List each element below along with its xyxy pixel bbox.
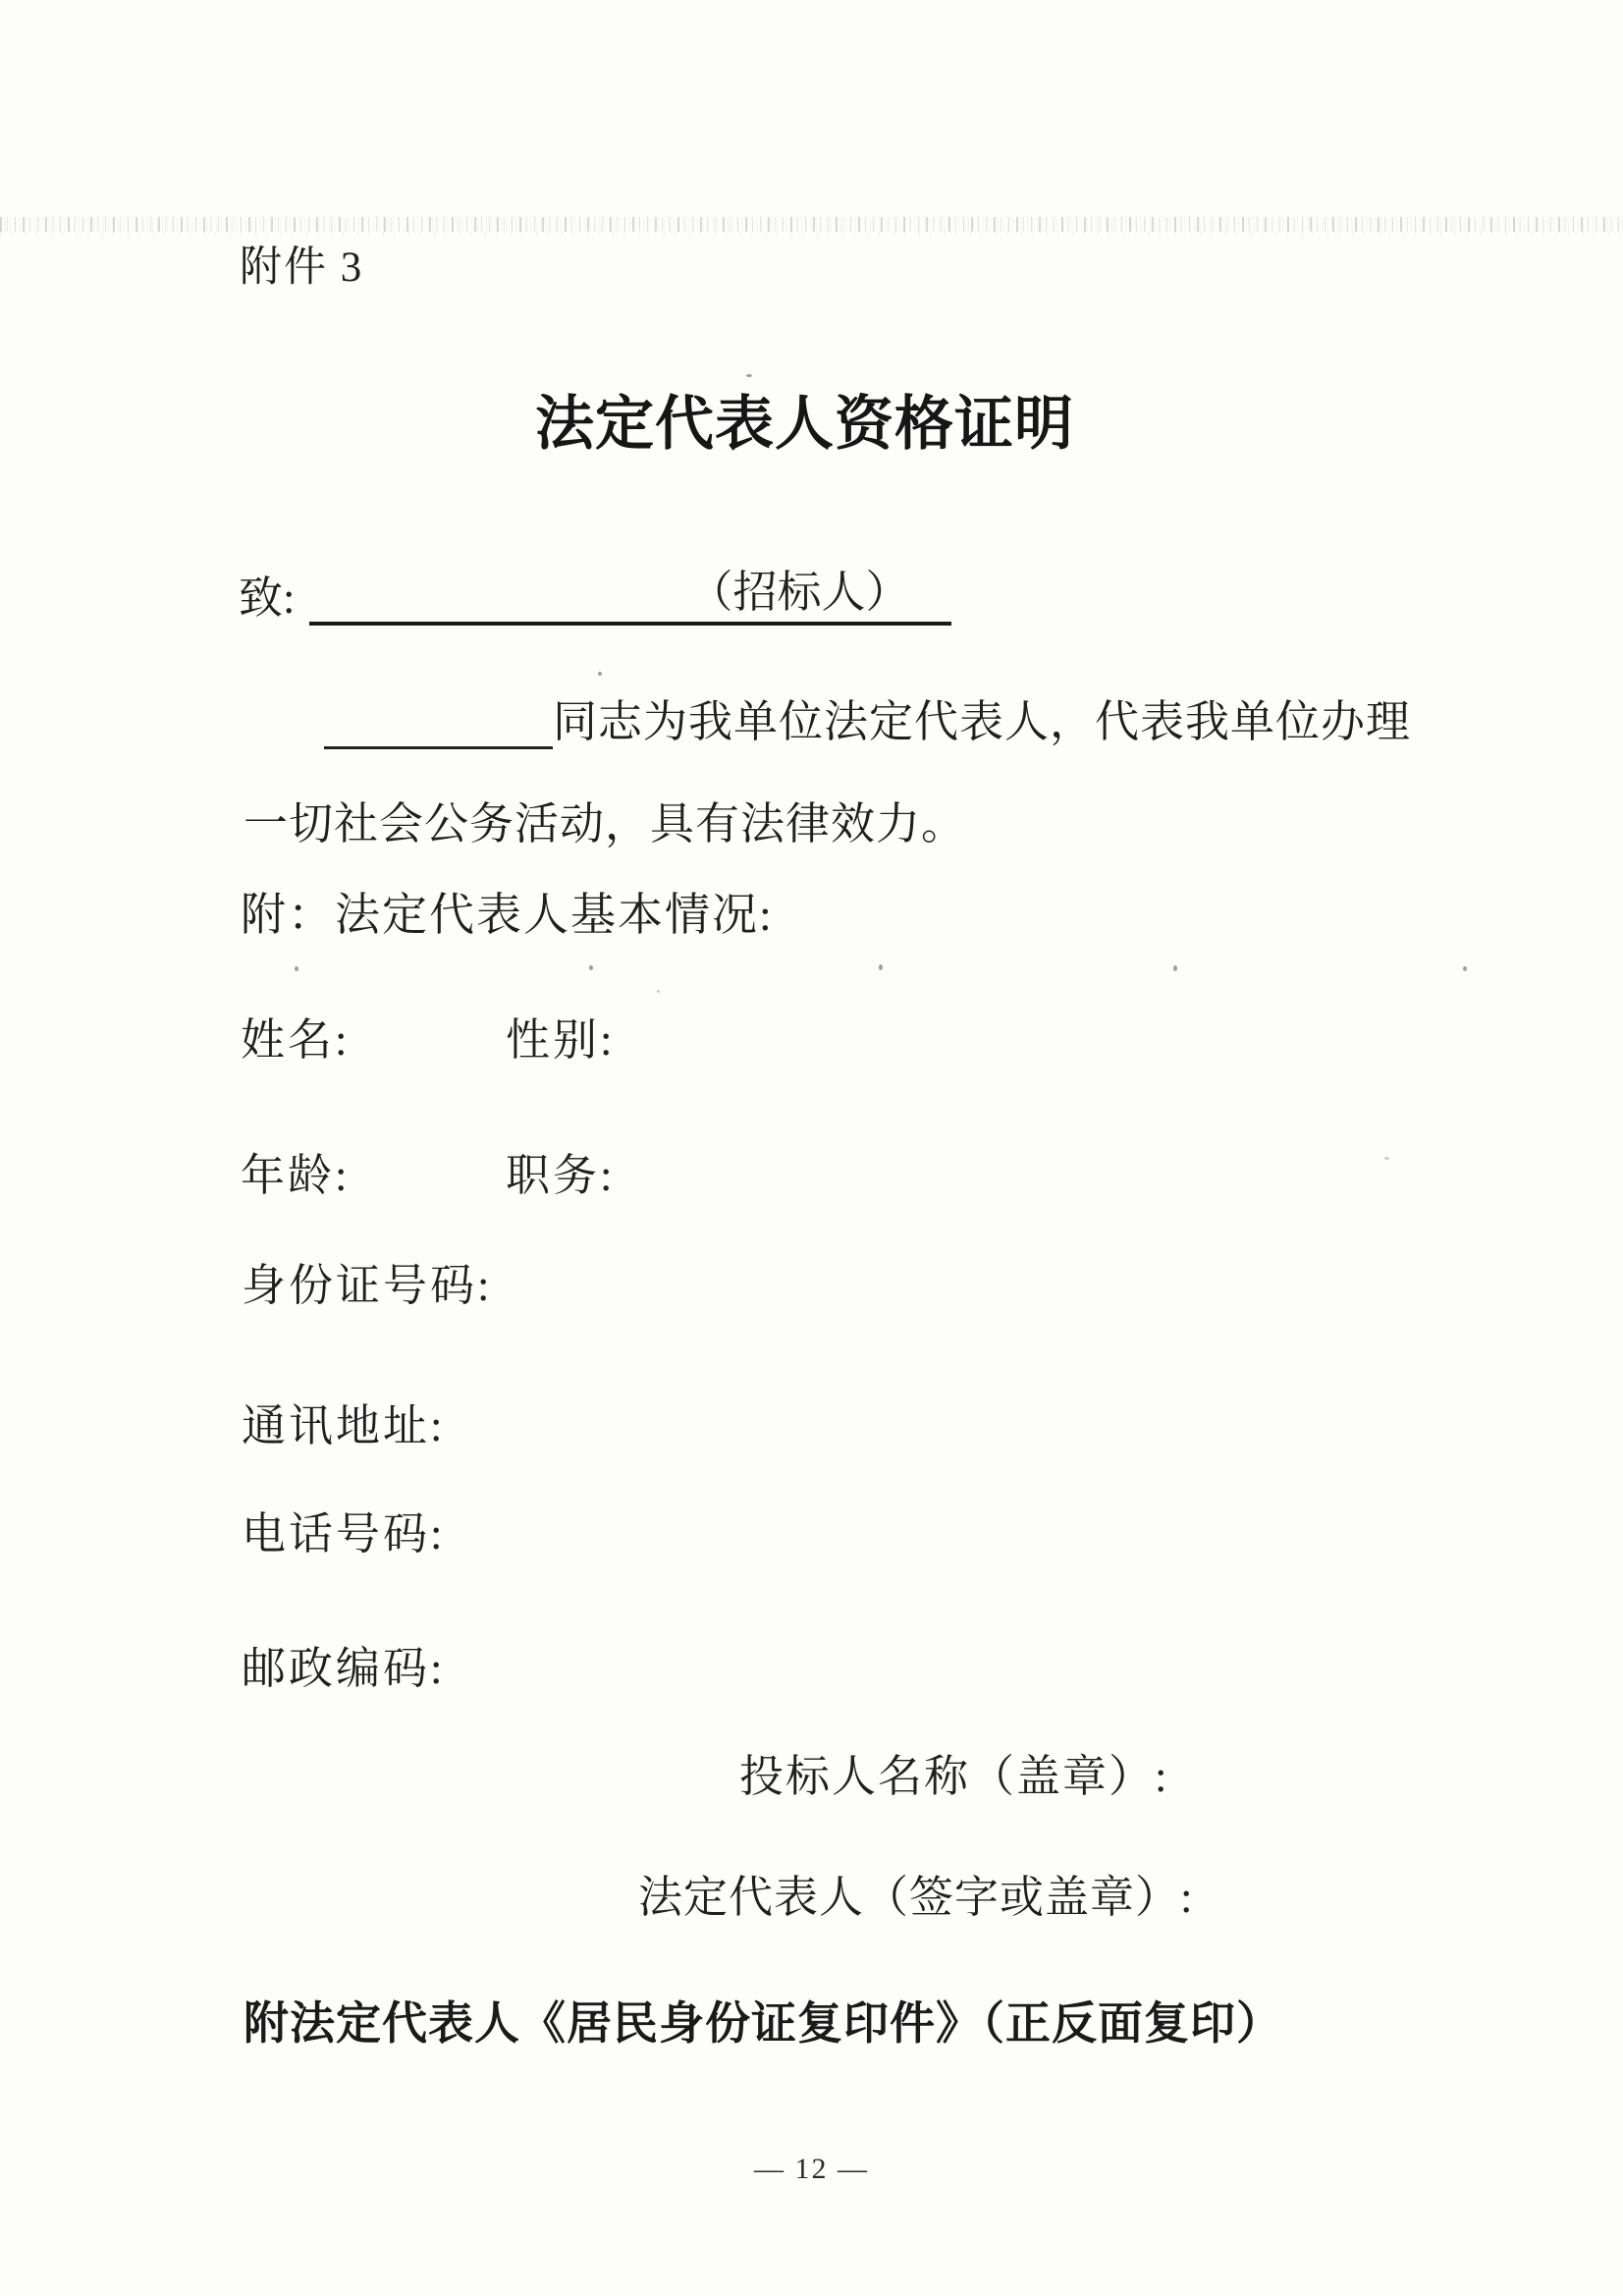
salutation-prefix: 致: <box>239 574 296 623</box>
field-position-label: 职务: <box>506 1151 616 1200</box>
scan-speck <box>1384 1157 1389 1160</box>
scan-speck <box>598 672 602 676</box>
field-id-number-label: 身份证号码: <box>242 1261 493 1310</box>
field-phone-label: 电话号码: <box>242 1509 446 1558</box>
scan-speck <box>589 965 593 970</box>
salutation-blank-line <box>309 556 951 626</box>
legal-rep-signature-label: 法定代表人（签字或盖章）: <box>638 1873 1194 1922</box>
scan-speck <box>657 990 660 993</box>
salutation-recipient-hint: （招标人） <box>688 568 910 617</box>
body-line-1 <box>324 685 1411 749</box>
basic-info-heading: 附：法定代表人基本情况: <box>241 890 774 940</box>
salutation-line <box>239 556 951 626</box>
attachment-label: 附件 3 <box>240 245 364 291</box>
field-gender-label: 性别: <box>506 1015 616 1065</box>
field-name-label: 姓名: <box>241 1015 351 1065</box>
body-line-1-text: 同志为我单位法定代表人，代表我单位办理 <box>553 697 1412 746</box>
scan-speck <box>1463 966 1467 971</box>
field-postal-code-label: 邮政编码: <box>242 1644 446 1693</box>
bidder-seal-label: 投标人名称（盖章）: <box>739 1752 1169 1801</box>
scan-speck <box>1173 965 1177 971</box>
field-address-label: 通讯地址: <box>242 1401 446 1450</box>
id-copy-note: 附法定代表人《居民身份证复印件》（正反面复印） <box>243 1998 1282 2049</box>
scan-noise-band <box>0 217 1623 232</box>
document-title: 法定代表人资格证明 <box>535 392 1074 457</box>
name-blank-line <box>324 695 553 749</box>
scan-speck <box>879 964 883 970</box>
scan-speck <box>295 966 298 971</box>
page-number: — 12 — <box>754 2153 869 2185</box>
field-age-label: 年龄: <box>241 1151 351 1200</box>
body-line-2: 一切社会公务活动，具有法律效力。 <box>243 799 967 848</box>
